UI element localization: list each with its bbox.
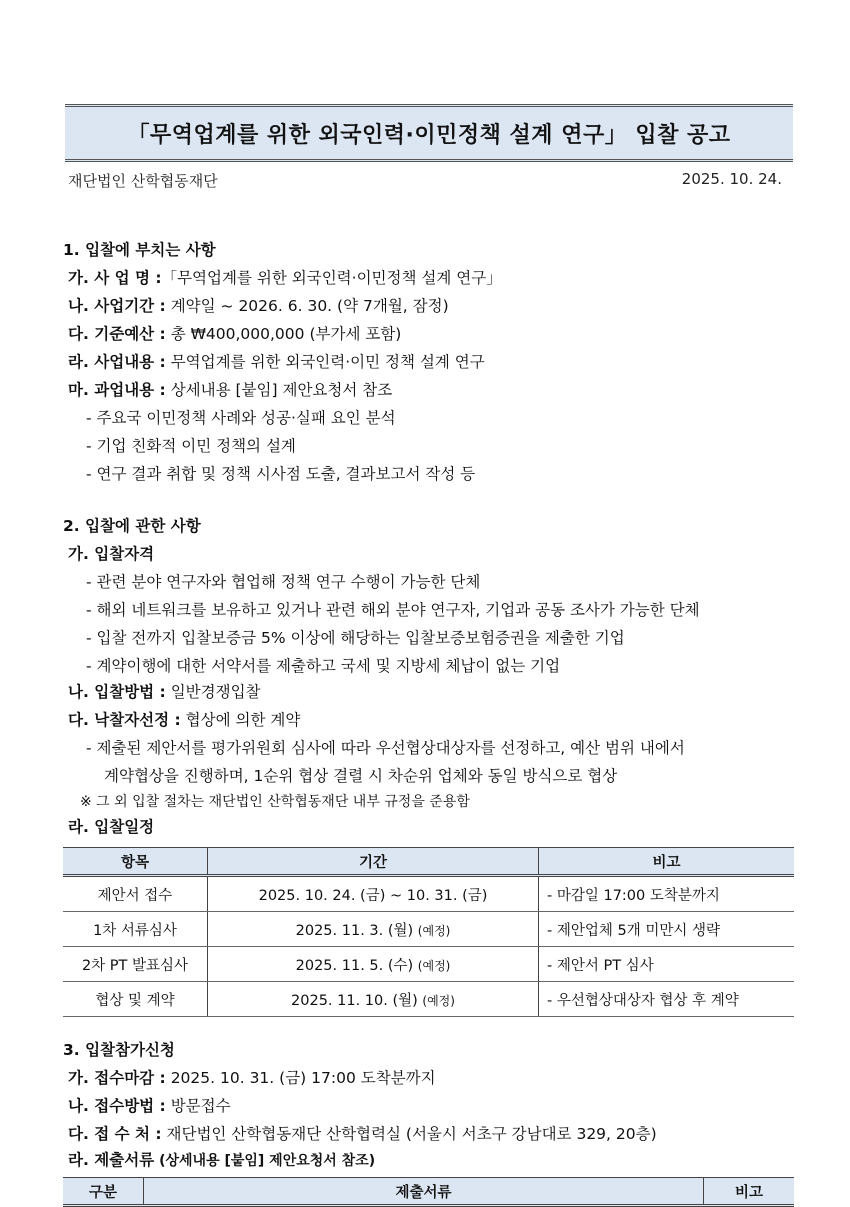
schedule-period <box>208 876 539 912</box>
field-value: 「무역업계를 위한 외국인력·이민정책 설계 연구」 <box>161 269 502 287</box>
field-label: 나. 사업기간 : <box>68 297 166 315</box>
field-label: 마. 과업내용 : <box>68 381 166 399</box>
winner-selection-row <box>68 710 300 730</box>
announcement-date: 2025. 10. 24. <box>681 170 782 188</box>
submission-place-row <box>68 1124 657 1144</box>
project-content-row <box>68 352 485 372</box>
schedule-table <box>63 847 794 1017</box>
schedule-note: - 제안업체 5개 미만시 생략 <box>539 912 795 947</box>
schedule-period <box>208 947 539 982</box>
task-bullet: - 기업 친화적 이민 정책의 설계 <box>86 437 296 455</box>
field-value: 협상에 의한 계약 <box>185 711 301 729</box>
period-text: 2025. 11. 10. (월) <box>291 992 418 1009</box>
field-value: 상세내용 [붙임] 제안요청서 참조 <box>170 381 393 399</box>
qualification-bullet: - 해외 네트워크를 보유하고 있거나 관련 해외 분야 연구자, 기업과 공동 조사가 가능한 단체 <box>86 601 700 619</box>
schedule-label: 라. 입찰일정 <box>68 818 155 836</box>
organization-name: 재단법인 산학협동재단 <box>68 172 218 190</box>
period-text: 2025. 11. 3. (월) <box>295 922 414 939</box>
field-value: 계약일 ~ 2026. 6. 30. (약 7개월, 잠정) <box>170 297 449 315</box>
title-banner <box>65 104 793 162</box>
task-bullet: - 연구 결과 취합 및 정책 시사점 도출, 결과보고서 작성 등 <box>86 465 476 483</box>
task-bullet: - 주요국 이민정책 사례와 성공·실패 요인 분석 <box>86 409 396 427</box>
field-label: 나. 접수방법 : <box>68 1097 166 1115</box>
table-row <box>63 912 794 947</box>
document-title: 「무역업계를 위한 외국인력·이민정책 설계 연구」 입찰 공고 <box>127 122 731 148</box>
section-2-heading: 2. 입찰에 관한 사항 <box>63 517 201 535</box>
section-1-heading: 1. 입찰에 부치는 사항 <box>63 241 216 259</box>
schedule-period <box>208 912 539 947</box>
schedule-item: 1차 서류심사 <box>63 912 208 947</box>
field-value: 방문접수 <box>170 1097 231 1115</box>
field-label: 다. 낙찰자선정 : <box>68 711 181 729</box>
period-text: 2025. 10. 24. (금) ~ 10. 31. (금) <box>258 887 488 904</box>
tentative-tag: (예정) <box>417 923 451 938</box>
field-value: 총 ₩400,000,000 (부가세 포함) <box>170 325 402 343</box>
selection-bullet-line-2: 계약협상을 진행하며, 1순위 협상 결렬 시 차순위 업체와 동일 방식으로 협상 <box>104 767 618 785</box>
field-value: 무역업계를 위한 외국인력·이민 정책 설계 연구 <box>170 353 485 371</box>
table-row <box>63 982 794 1017</box>
procedure-note: ※ 그 외 입찰 절차는 재단법인 산학협동재단 내부 규정을 준용함 <box>80 794 470 810</box>
column-header: 비고 <box>704 1178 795 1206</box>
field-label: 라. 사업내용 : <box>68 353 166 371</box>
column-header: 기간 <box>208 848 539 876</box>
tentative-tag: (예정) <box>417 958 451 973</box>
column-header: 구분 <box>63 1178 144 1206</box>
schedule-note: - 제안서 PT 심사 <box>539 947 795 982</box>
field-label: 라. 제출서류 <box>68 1151 155 1169</box>
field-value: 2025. 10. 31. (금) 17:00 도착분까지 <box>170 1069 436 1087</box>
schedule-item: 제안서 접수 <box>63 876 208 912</box>
submission-method-row <box>68 1096 231 1116</box>
field-label: 나. 입찰방법 : <box>68 683 166 701</box>
project-name-row <box>68 268 502 288</box>
schedule-period <box>208 982 539 1017</box>
deadline-row <box>68 1068 436 1088</box>
period-text: 2025. 11. 5. (수) <box>295 957 414 974</box>
field-label: 가. 사 업 명 : <box>68 269 162 287</box>
schedule-item: 협상 및 계약 <box>63 982 208 1017</box>
table-row <box>63 947 794 982</box>
field-label: 다. 기준예산 : <box>68 325 166 343</box>
field-label: 가. 접수마감 : <box>68 1069 166 1087</box>
field-label: 다. 접 수 처 : <box>68 1125 162 1143</box>
budget-row <box>68 324 401 344</box>
selection-bullet-line-1: - 제출된 제안서를 평가위원회 심사에 따라 우선협상대상자를 선정하고, 예산 범위 내에서 <box>86 739 685 757</box>
project-period-row <box>68 296 449 316</box>
qualification-bullet: - 계약이행에 대한 서약서를 제출하고 국세 및 지방세 체납이 없는 기업 <box>86 657 561 675</box>
tentative-tag: (예정) <box>422 993 455 1008</box>
schedule-note: - 우선협상대상자 협상 후 계약 <box>539 982 795 1017</box>
schedule-note: - 마감일 17:00 도착분까지 <box>539 876 795 912</box>
documents-label-row <box>68 1150 375 1171</box>
column-header: 비고 <box>539 848 795 876</box>
field-label-suffix: (상세내용 [붙임] 제안요청서 참조) <box>159 1153 376 1169</box>
column-header: 항목 <box>63 848 208 876</box>
field-value: 일반경쟁입찰 <box>170 683 261 701</box>
qualification-bullet: - 관련 분야 연구자와 협업해 정책 연구 수행이 가능한 단체 <box>86 573 481 591</box>
field-value: 재단법인 산학협동재단 산학협력실 (서울시 서초구 강남대로 329, 20층) <box>166 1125 657 1143</box>
schedule-item: 2차 PT 발표심사 <box>63 947 208 982</box>
qualification-label: 가. 입찰자격 <box>68 545 155 563</box>
task-content-row <box>68 380 392 400</box>
column-header: 제출서류 <box>144 1178 704 1206</box>
table-row <box>63 876 794 912</box>
qualification-bullet: - 입찰 전까지 입찰보증금 5% 이상에 해당하는 입찰보증보험증권을 제출한 기업 <box>86 629 625 647</box>
section-3-heading: 3. 입찰참가신청 <box>63 1041 175 1059</box>
bid-method-row <box>68 682 261 702</box>
